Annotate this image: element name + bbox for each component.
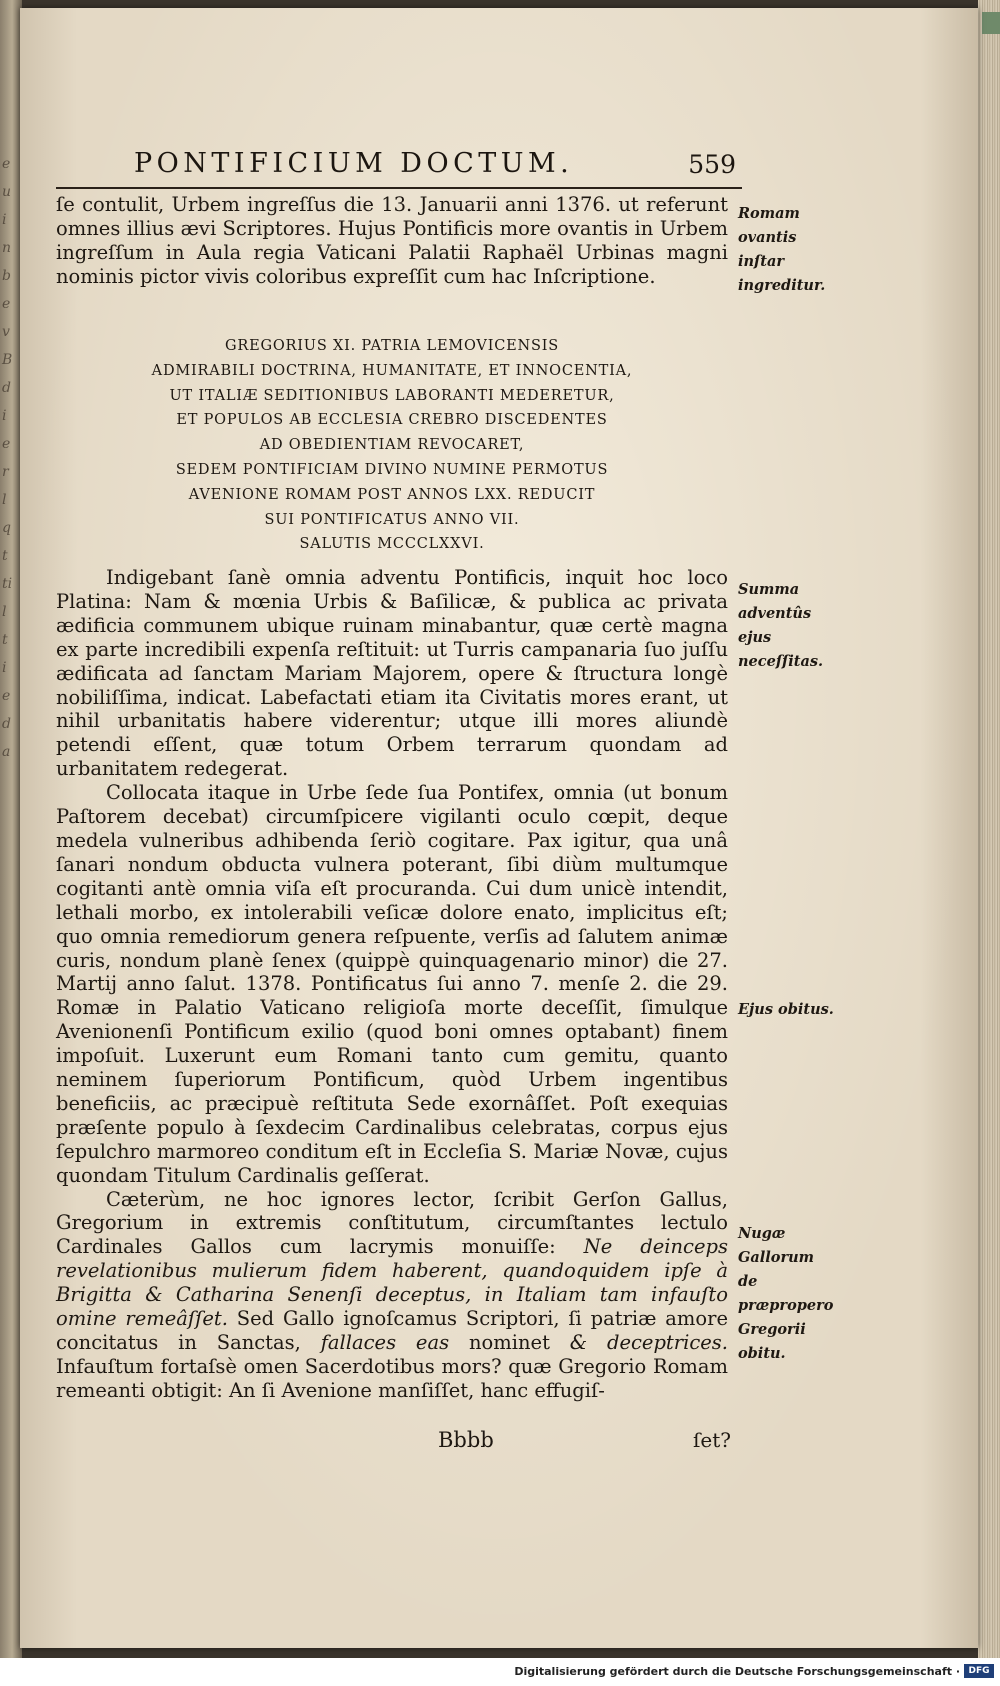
bookmark-tab [982, 12, 1000, 34]
inscription-line: SALUTIS MCCCLXXVI. [299, 536, 485, 553]
inscription-line: SEDEM PONTIFICIAM DIVINO NUMINE PERMOTUS [175, 461, 609, 478]
paragraph-1: ſe contulit, Urbem ingreſſus die 13. Januarii anni 1376. ut referunt omnes illius ævi Scriptores. Hujus Pontificis more ovantis in Urbem ingreſſum in Aula regia Vaticani Palatii Raphaël Urbinas magni nominis pictor vivis coloribus expreſſit cum hac Inſcriptione. [56, 193, 728, 288]
paragraph-4-text: Infauſtum fortaſsè omen Sacerdotibus mors? quæ Gregorio Romam remeanti obtigit: An ſi Avenione manſiſſet, hanc effugiſ- [56, 1354, 728, 1402]
inscription-line: ET POPULOS AB ECCLESIA CREBRO DISCEDENTES [176, 412, 608, 429]
running-title: PONTIFICIUM DOCTUM. [134, 148, 574, 179]
paragraph-4-text: nominet [449, 1331, 570, 1354]
paragraph-4-text: Sed Gallo ignoſcamus Scriptori, ſi patriæ amore concitatus in Sanctas, [56, 1307, 728, 1354]
page-number: 559 [688, 150, 736, 179]
book-fore-edge [978, 0, 1000, 1686]
catchword: ſet? [693, 1428, 731, 1452]
body-text-top [56, 193, 728, 289]
italic-phrase: & deceptrices. [569, 1331, 728, 1354]
paragraph-2: Indigebant ſanè omnia adventu Pontificis, inquit hoc loco Platina: Nam & mœnia Urbis & Baſilicæ, & publica ac privata ædificia communem ubique ruinam minabantur, quæ certè magna ex parte incredibili expenſa reſtituit: ut Turris campanaria ſuo juſſu ædificata ad ſanctam Mariam Majorem, opere & ſtructura longè nobiliſſima, indicat. Labefactati etiam ita Civitatis mores erant, ut nihil urbanitatis habere viderentur; utque illi mores aliundè petendi eſſent, quæ totum Orbem terrarum quondam ad urbanitatem redegerat. [56, 566, 728, 781]
inscription-line: AD OBEDIENTIAM REVOCARET, [259, 437, 525, 454]
margin-note-entry: Romam ovantis inſtar ingreditur. [738, 205, 826, 294]
facing-page-edge [0, 0, 22, 1686]
paragraph-3: Collocata itaque in Urbe ſede ſua Pontifex, omnia (ut bonum Paſtorem decebat) circumſpicere vigilanti oculo cœpit, deque medela vulneribus adhibenda ſeriò cogitare. Pax igitur, qua unâ ſanari nondum obducta vulnera poterant, ſibi diùm multumque cogitanti antè omnia viſa eſt procuranda. Cui dum unicè intendit, lethali morbo, ex intolerabili veſicæ dolore enato, implicitus eſt; quo omnia remediorum genera reſpuente, verſis ad ſalutem animæ curis, nondum planè ſenex (quippè quinquagenario minor) die 27. Martij anno ſalut. 1378. Pontificatus ſui anno 7. menſe 2. die 29. Romæ in Palatio Vaticano religioſa morte deceſſit, ſimulque Avenionenſi Pontificum exilio (quod boni omnes optabant) finem impoſuit. Luxerunt eum Romani tanto cum gemitu, quanto neminem ſuperiorum Pontificum, quòd Urbem ingentibus beneficiis, ac præcipuè reſtituta Sede exornâſſet. Poſt exequias præſente populo à ſexdecim Cardinalibus celebratas, corpus ejus ſepulchro marmoreo conditum eſt in Eccleſia S. Mariæ Novæ, cujus quondam Titulum Cardinalis geſſerat. [56, 781, 728, 1187]
body-text-main [56, 566, 728, 1403]
margin-note-trifles: Nugæ Gallorum de præpropero Gregorii obitu. [738, 1225, 834, 1362]
page-header [134, 148, 736, 188]
scan-credit: Digitalisierung gefördert durch die Deutsche Forschungsgemeinschaft · [514, 1665, 960, 1678]
inscription-line: SUI PONTIFICATUS ANNO VII. [264, 511, 520, 528]
inscription-line: GREGORIUS XI. PATRIA LEMOVICENSIS [225, 338, 559, 354]
margin-note-necessity: Summa adventûs ejus neceſſitas. [738, 581, 824, 670]
signature-mark: Bbbb [438, 1428, 494, 1452]
italic-phrase: fallaces eas [320, 1331, 450, 1354]
inscription-line: AVENIONE ROMAM POST ANNOS LXX. REDUCIT [188, 486, 596, 503]
margin-note-death: Ejus obitus. [738, 1001, 834, 1018]
paragraph-4-text: Cæterùm, ne hoc ignores lector, ſcribit Gerſon Gallus, Gregorium in extremis conſtitutum, circumſtantes lectulo Cardinales Gallos cum lacrymis monuiſſe: [56, 1187, 728, 1259]
paragraph-4 [56, 1188, 728, 1403]
inscription-line: ADMIRABILI DOCTRINA, HUMANITATE, ET INNOCENTIA, [151, 362, 633, 379]
quoted-warning: Ne deinceps revelationibus mulierum fidem haberent, quandoquidem ipſe à Brigitta & Catharina Senenſi deceptus, in Italiam tam infauſto omine remeâſſet. [56, 1235, 728, 1331]
facing-page-letters: e u i n b e v B d i e r l q t ti l t i e d a [2, 156, 13, 760]
inscription-block [56, 334, 728, 557]
dfg-logo: DFG [964, 1664, 994, 1678]
header-rule [56, 187, 742, 189]
inscription-line: UT ITALIÆ SEDITIONIBUS LABORANTI MEDERETUR, [169, 387, 615, 404]
